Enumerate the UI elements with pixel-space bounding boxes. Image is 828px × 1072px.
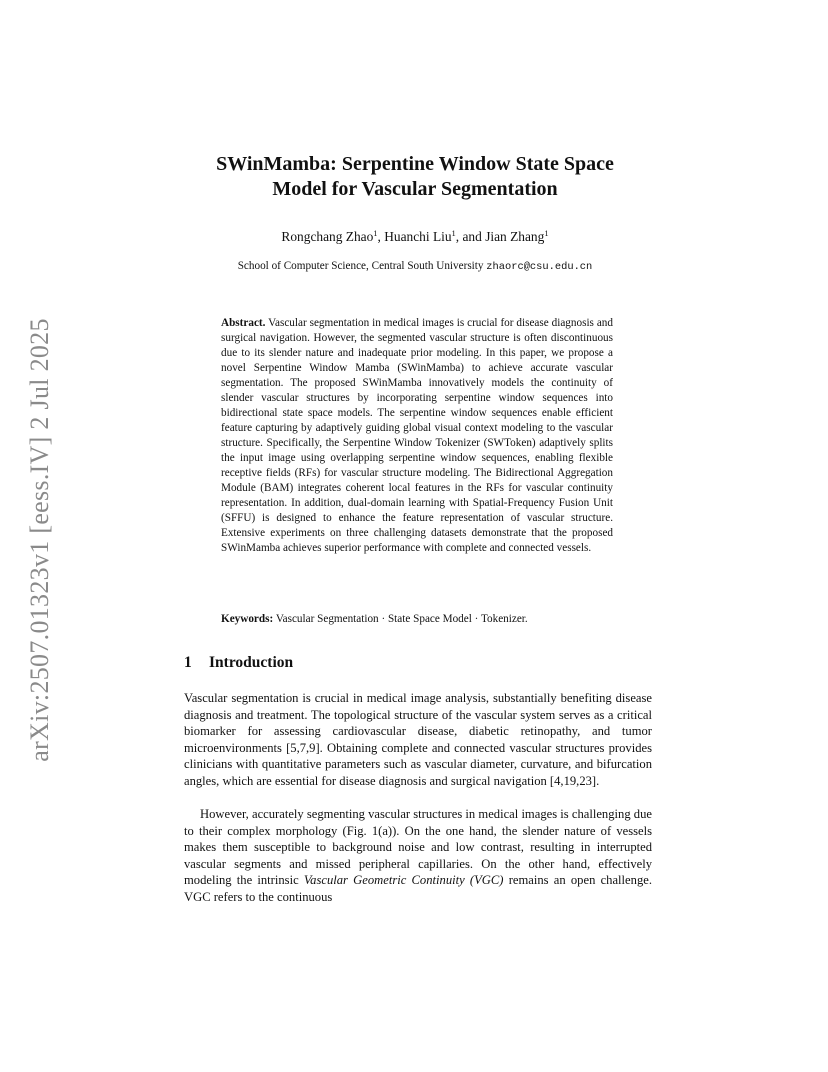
keywords-text: Vascular Segmentation · State Space Model · Tokenizer. [275, 613, 528, 625]
author-separator: , and [455, 229, 486, 244]
affiliation-marker: 1 [544, 228, 549, 238]
affiliation-institution: School of Computer Science, Central South University [237, 260, 484, 272]
affiliation-marker: 1 [451, 228, 456, 238]
section-heading-introduction [184, 654, 293, 672]
paper-title-line-2: Model for Vascular Segmentation [272, 178, 558, 200]
intro-paragraph-2 [184, 806, 652, 906]
paper-title-line-1: SWinMamba: Serpentine Window State Space [216, 153, 614, 175]
author-list [150, 229, 680, 245]
author-name: Jian Zhang [485, 229, 545, 244]
section-title: Introduction [209, 654, 294, 671]
contact-email: zhaorc@csu.edu.cn [486, 261, 593, 273]
keywords [221, 612, 613, 627]
affiliation-marker: 1 [373, 228, 378, 238]
section-number: 1 [184, 654, 192, 671]
intro-paragraph-1: Vascular segmentation is crucial in medical image analysis, substantially benefiting disease diagnosis and treatment. The topological structure of the vascular system serves as a critical biomarker for assessing cardiovascular disease, diabetic retinopathy, and tumor microenvironments [5,7,9]. Obtaining complete and connected vascular structures provides clinicians with quantitative parameters such as vascular diameter, curvature, and bifurcation angles, which are essential for disease diagnosis and surgical navigation [4,19,23]. [184, 691, 652, 788]
abstract-text: Vascular segmentation in medical images is crucial for disease diagnosis and surgical navigation. However, the segmented vascular structure is often discontinuous due to its slender nature and inadequate prior modeling. In this paper, we propose a novel Serpentine Window Mamba (SWinMamba) to achieve accurate vascular segmentation. The proposed SWinMamba innovatively models the continuity of slender vascular structures by incorporating serpentine window sequences into bidirectional state space models. The serpentine window sequences enable efficient feature capturing by adaptively guiding global visual context modeling to the vascular structure. Specifically, the Serpentine Window Tokenizer (SWToken) adaptively splits the input image using overlapping serpentine window sequences, enabling flexible receptive fields (RFs) for vascular structure modeling. The Bidirectional Aggregation Module (BAM) integrates coherent local features in the RFs for vascular continuity representation. In addition, dual-domain learning with Spatial-Frequency Fusion Unit (SFFU) is designed to enhance the feature representation of vascular structure. Extensive experiments on three challenging datasets demonstrate that the proposed SWinMamba achieves superior performance with complete and connected vessels. [221, 317, 613, 554]
affiliation-line [150, 260, 680, 273]
intro-paragraph-2-text-continued: remains an open challenge. VGC refers to the continuous [184, 873, 652, 904]
keywords-label: Keywords: [221, 613, 274, 625]
author-separator: , [377, 229, 385, 244]
abstract [221, 316, 613, 556]
arxiv-identifier-text: arXiv:2507.01323v1 [eess.IV] 2 Jul 2025 [25, 318, 54, 762]
paper-title [150, 152, 680, 202]
arxiv-identifier-stamp [18, 300, 62, 780]
emphasized-term: Vascular Geometric Continuity (VGC) [303, 873, 504, 888]
author-name: Huanchi Liu [384, 229, 452, 244]
intro-paragraph-2-text: However, accurately segmenting vascular structures in medical images is challenging due to their complex morphology (Fig. 1(a)). On the one hand, the slender nature of vessels makes them susceptible to background noise and low contrast, resulting in interrupted vascular segments and missed peripheral capillaries. On the other hand, effectively modeling the intrinsic [184, 807, 652, 888]
author-name: Rongchang Zhao [281, 229, 374, 244]
abstract-label: Abstract. [221, 317, 266, 329]
